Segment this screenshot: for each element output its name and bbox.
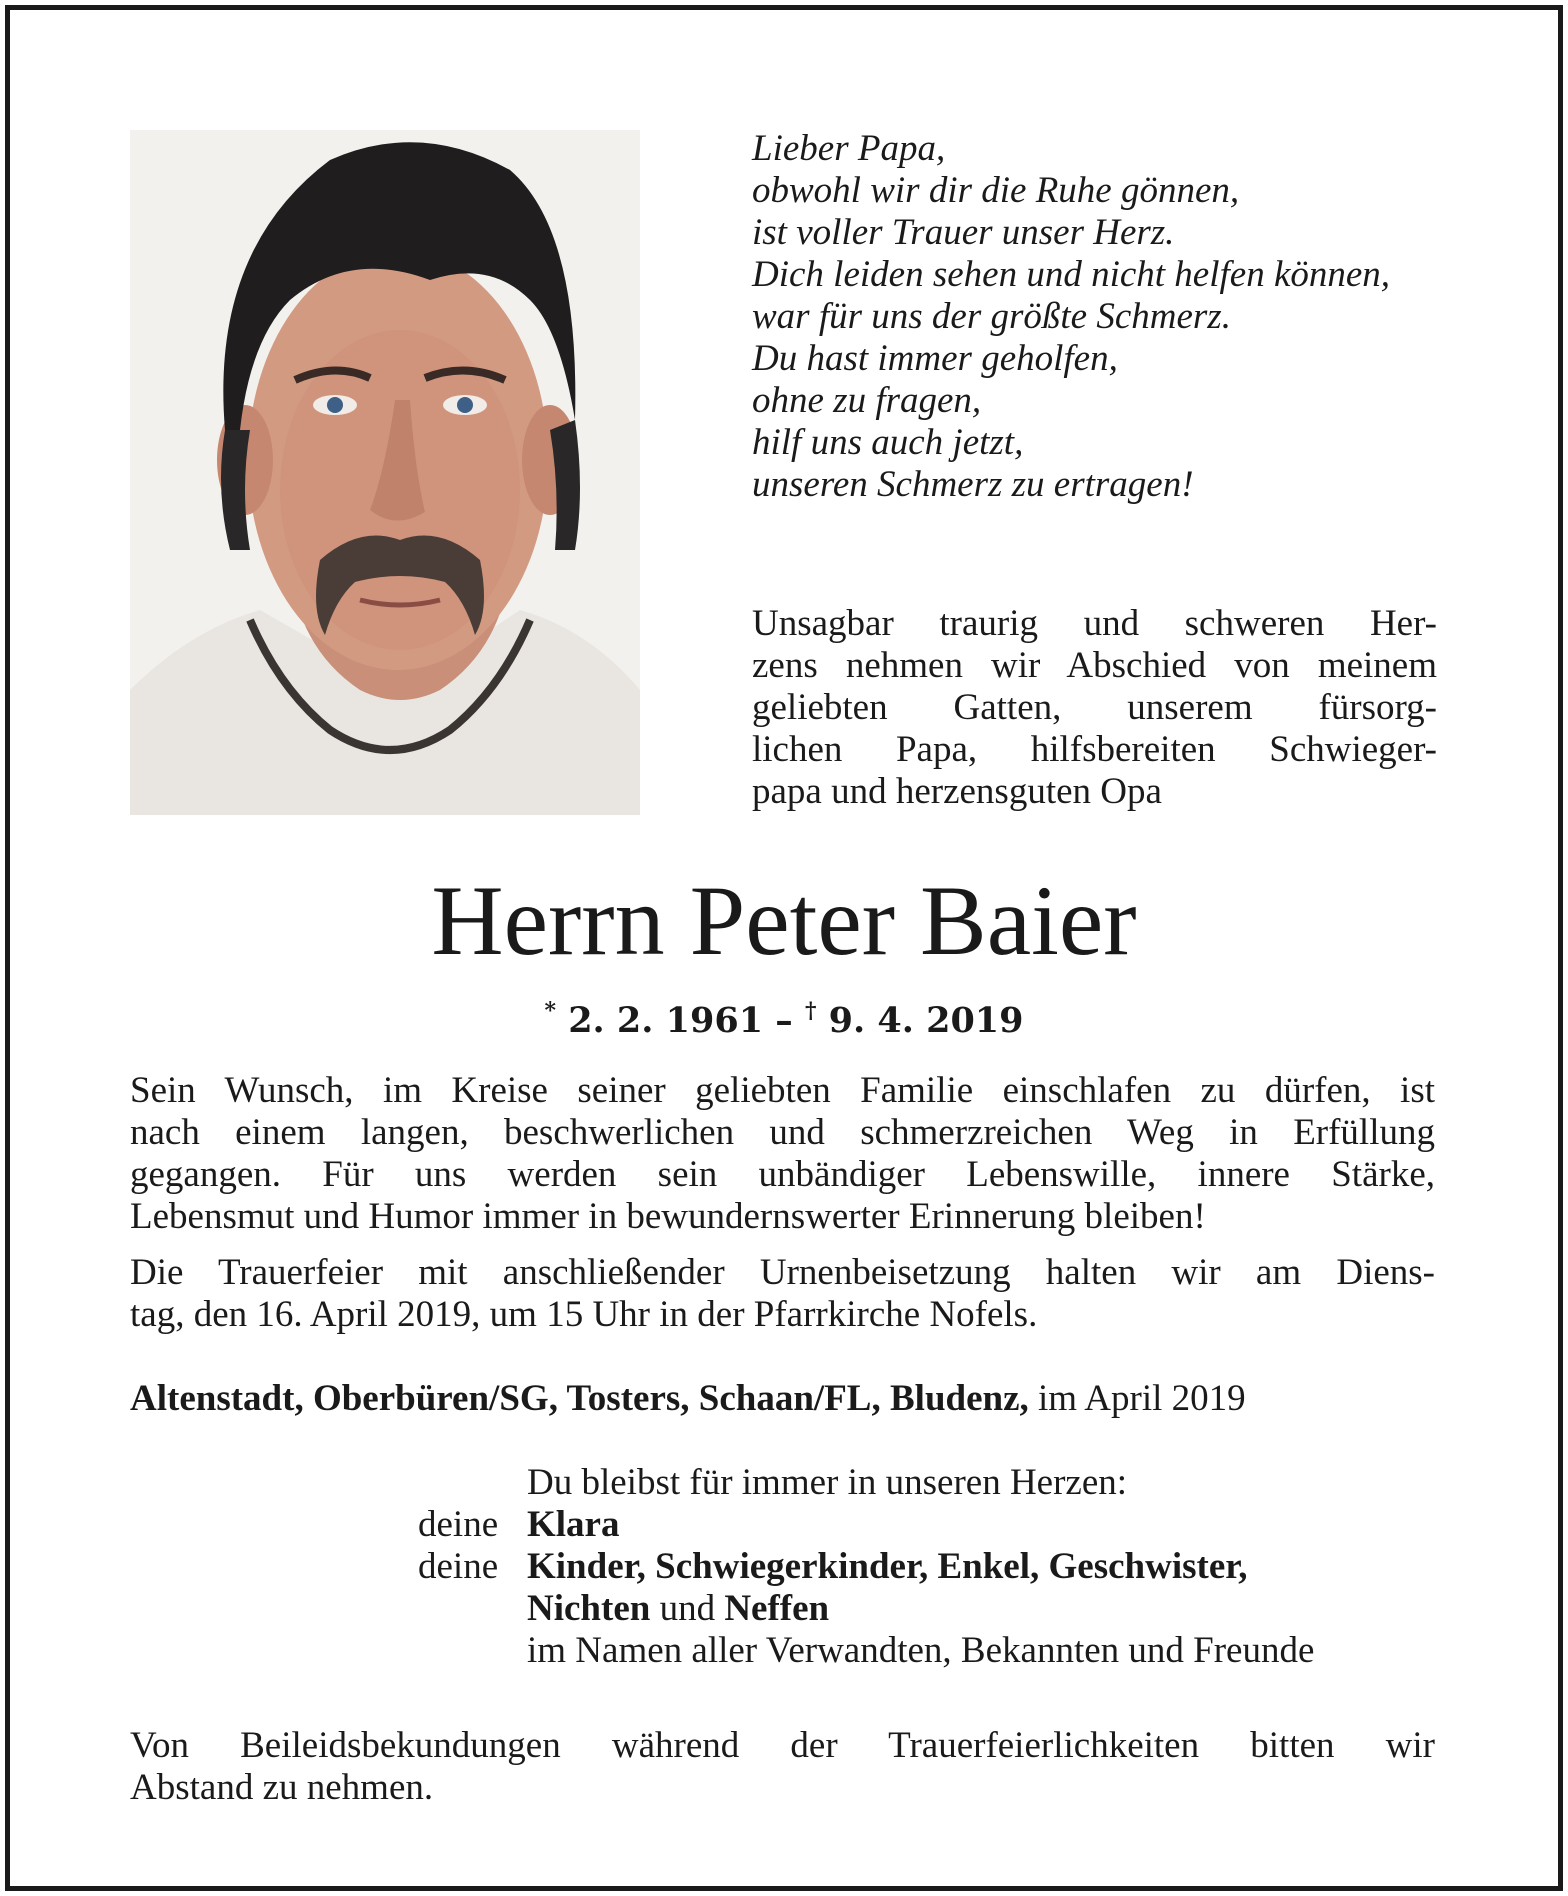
signature-heading: Du bleibst für immer in unseren Herzen: xyxy=(527,1462,1128,1503)
signature-row-others xyxy=(0,1630,1568,1672)
signature-others: im Namen aller Verwandten, Bekannten und Freunde xyxy=(527,1630,1315,1671)
paragraph-line: tag, den 16. April 2019, um 15 Uhr in der Pfarrkirche Nofels. xyxy=(130,1294,1038,1335)
paragraph-line: Abstand zu nehmen. xyxy=(130,1767,434,1808)
signature-row-family-2 xyxy=(0,1588,1568,1630)
life-dates xyxy=(0,990,1568,1042)
wish-paragraph xyxy=(130,1070,1435,1238)
death-date: 9. 4. 2019 xyxy=(828,1000,1024,1041)
paragraph-line: Sein Wunsch, im Kreise seiner geliebten Familie einschlafen zu dürfen, ist xyxy=(130,1070,1435,1111)
poem xyxy=(752,128,1472,506)
ceremony-paragraph xyxy=(130,1252,1435,1336)
paragraph-line: Die Trauerfeier mit anschließender Urnenbeisetzung halten wir am Diens- xyxy=(130,1252,1435,1293)
intro-line: papa und herzensguten Opa xyxy=(752,771,1162,812)
poem-line: Dich leiden sehen und nicht helfen können, xyxy=(752,254,1391,295)
poem-line: hilf uns auch jetzt, xyxy=(752,422,1024,463)
signature-spouse: Klara xyxy=(527,1504,620,1545)
signature-family-2 xyxy=(527,1588,829,1630)
poem-line: Lieber Papa, xyxy=(752,128,946,169)
signature-family: Kinder, Schwiegerkinder, Enkel, Geschwister, xyxy=(527,1546,1248,1587)
paragraph-line: gegangen. Für uns werden sein unbändiger Lebenswille, innere Stärke, xyxy=(130,1154,1435,1195)
portrait-photo xyxy=(130,130,640,815)
poem-line: ist voller Trauer unser Herz. xyxy=(752,212,1175,253)
poem-line: war für uns der größte Schmerz. xyxy=(752,296,1231,337)
intro-line: Unsagbar traurig und schweren Her- xyxy=(752,603,1437,644)
places-date: im April 2019 xyxy=(1028,1378,1246,1419)
signature-block xyxy=(0,1462,1568,1672)
portrait-illustration xyxy=(130,130,640,815)
paragraph-line: Lebensmut und Humor immer in bewundernswerter Erinnerung bleiben! xyxy=(130,1196,1206,1237)
birth-symbol: * xyxy=(544,998,557,1024)
intro-line: zens nehmen wir Abschied von meinem xyxy=(752,645,1437,686)
poem-line: ohne zu fragen, xyxy=(752,380,982,421)
birth-date: 2. 2. 1961 – xyxy=(568,1000,793,1041)
signature-prefix: deine xyxy=(418,1504,499,1545)
intro-line: geliebten Gatten, unserem fürsorg- xyxy=(752,687,1437,728)
poem-line: Du hast immer geholfen, xyxy=(752,338,1118,379)
places-line xyxy=(130,1378,1435,1420)
signature-row-spouse xyxy=(0,1504,1568,1546)
poem-line: obwohl wir dir die Ruhe gönnen, xyxy=(752,170,1240,211)
death-symbol: † xyxy=(804,998,817,1024)
poem-line: unseren Schmerz zu ertragen! xyxy=(752,464,1194,505)
signature-heading-row xyxy=(0,1462,1568,1504)
condolence-paragraph xyxy=(130,1725,1435,1809)
signature-prefix: deine xyxy=(418,1546,499,1587)
intro-text xyxy=(752,603,1437,813)
signature-nieces: Nichten xyxy=(527,1588,651,1629)
places-names: Altenstadt, Oberbüren/SG, Tosters, Schaan/FL, Bludenz, xyxy=(130,1378,1029,1419)
intro-line: lichen Papa, hilfsbereiten Schwieger- xyxy=(752,729,1437,770)
paragraph-line: Von Beileidsbekundungen während der Trauerfeierlichkeiten bitten wir xyxy=(130,1725,1435,1766)
deceased-name: Herrn Peter Baier xyxy=(431,865,1137,976)
signature-nephews: Neffen xyxy=(724,1588,830,1629)
paragraph-line: nach einem langen, beschwerlichen und schmerzreichen Weg in Erfüllung xyxy=(130,1112,1435,1153)
signature-and: und xyxy=(650,1588,725,1629)
signature-row-family xyxy=(0,1546,1568,1588)
